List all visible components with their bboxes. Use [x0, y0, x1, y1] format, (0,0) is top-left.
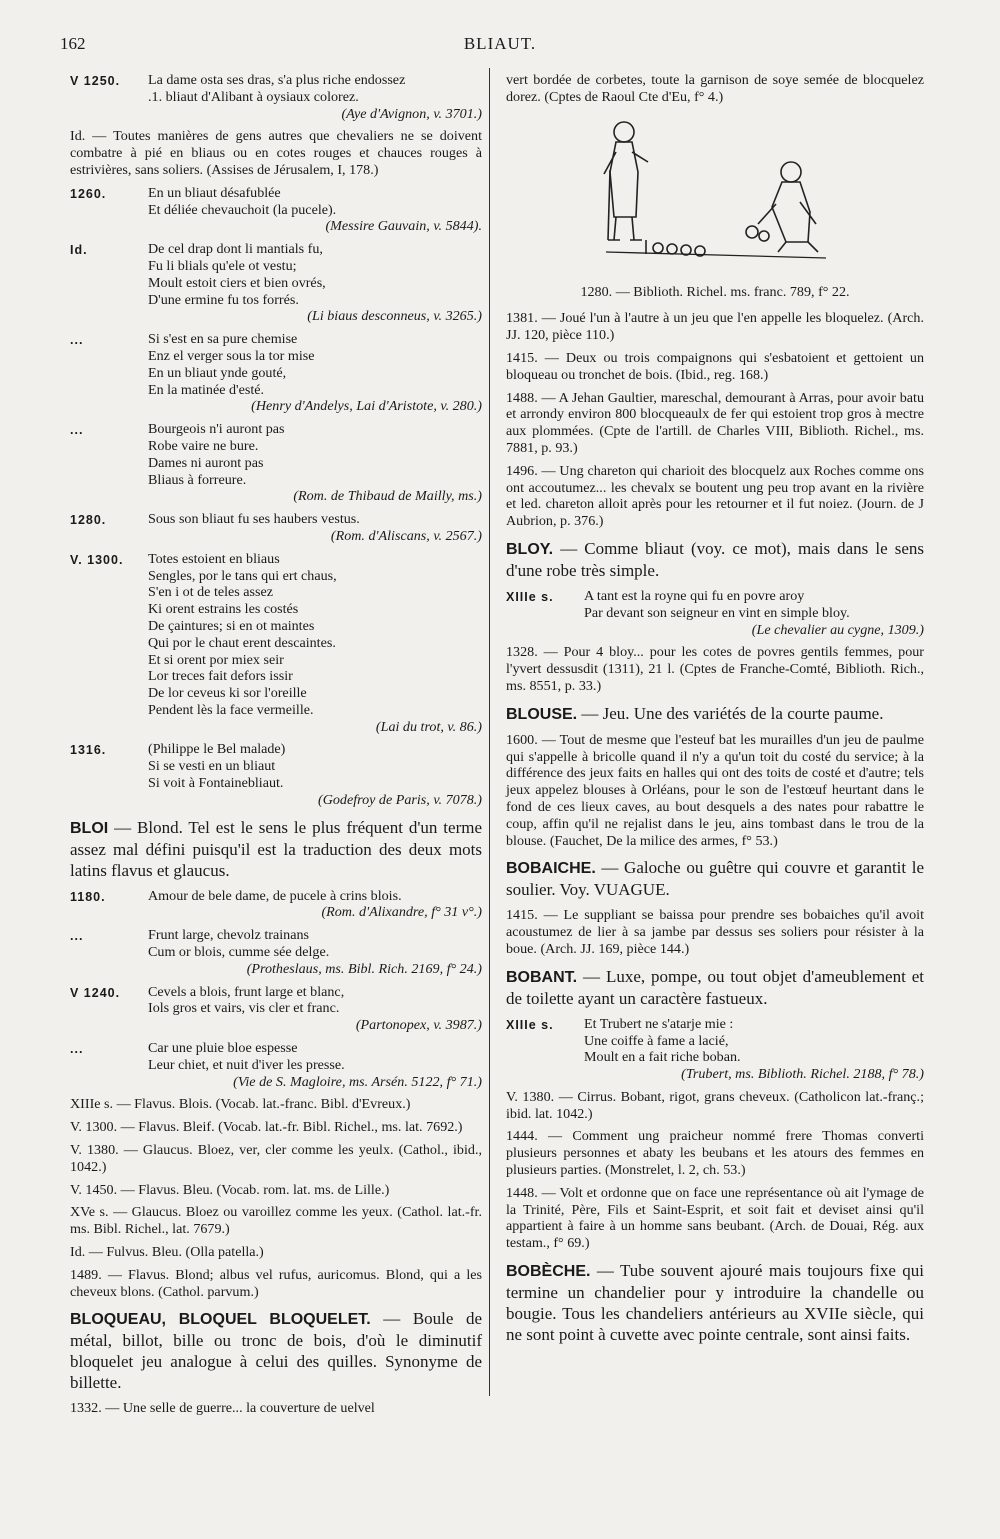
verse-line: En un bliaut ynde gouté, [148, 364, 287, 381]
verse-line: Moult en a fait riche boban. [584, 1049, 741, 1066]
entry-id-assises: Id. — Toutes manières de gens autres que chevaliers ne se doivent combatre à pié en bliaus ou en cotes rouges et chauces rouges à estrivières, sans soliers. (Assises de Jérusalem, I, 178.) [70, 128, 482, 178]
entry-1448: 1448. — Volt et ordonne que on face une représentance où ait l'ymage de la Trinité, Père, Fils et Saint-Esprit, et soit fait et deviset ainsi qu'il appartient à faire à un homme sans beubant. (Arch. de Douai, Rég. aux testam., f° 69.) [506, 1184, 924, 1252]
column-divider [489, 68, 490, 1396]
definition-bobeche: — Tube souvent ajouré mais toujours fixe qui termine un chandelier pour y introduire la chandelle ou bougie. Tous les chandeliers antérieurs au XVIIe siècle, qui ne sont point à cuvette avec pointe centrale, sont ainsi faits. [506, 1261, 925, 1345]
verse-block [148, 72, 482, 122]
citation-date: ... [70, 333, 84, 348]
entry-bloi [70, 817, 482, 881]
definition-blouse: — Jeu. Une des variétés de la courte paume. [581, 703, 884, 723]
verse-line: Sengles, por le tans qui ert chaus, [148, 567, 337, 584]
verse-block [148, 888, 482, 922]
verse-line: D'une ermine fu tos forrés. [148, 291, 299, 308]
verse-line: Et si orent por miex seir [148, 651, 284, 668]
verse-line: Leur chiet, et nuit d'iver les presse. [148, 1056, 345, 1073]
citation-magloire [70, 1040, 482, 1090]
entry-bloqueau [70, 1308, 482, 1393]
verse-block [148, 927, 482, 977]
citation-source: (Trubert, ms. Biblioth. Richel. 2188, f° 78.) [681, 1066, 924, 1083]
verse-line: Robe vaire ne bure. [148, 437, 259, 454]
entry-1450-flavus: V. 1450. — Flavus. Bleu. (Vocab. rom. lat. ms. de Lille.) [70, 1181, 390, 1198]
verse-line: A tant est la royne qui fu en povre aroy [584, 587, 805, 604]
citation-1280 [70, 511, 482, 545]
verse-block [148, 241, 482, 325]
verse-line: Cum or blois, cumme sée delge. [148, 944, 330, 961]
citation-source: (Vie de S. Magloire, ms. Arsén. 5122, f° 71.) [233, 1073, 482, 1090]
citation-date: XIIIe s. [506, 589, 554, 604]
headword-bobant: BOBANT. [506, 968, 578, 986]
verse-line: Moult estoit ciers et bien ovrés, [148, 274, 326, 291]
citation-source: (Lai du trot, v. 86.) [375, 718, 482, 735]
headword-bloy: BLOY. [506, 540, 554, 558]
citation-date: V. 1300. [70, 552, 124, 567]
citation-source: (Aye d'Avignon, v. 3701.) [341, 105, 482, 122]
verse-line: Et déliée chevauchoit (la pucele). [148, 201, 337, 218]
verse-block [584, 588, 924, 638]
verse-block [148, 984, 482, 1034]
citation-source: (Partonopex, v. 3987.) [355, 1017, 482, 1034]
verse-line: Ki orent estrains les costés [148, 601, 299, 618]
citation-source: (Li biaus desconneus, v. 3265.) [307, 308, 482, 325]
entry-bobant [506, 966, 924, 1009]
citation-source: (Rom. d'Aliscans, v. 2567.) [330, 527, 482, 544]
citation-date: V 1240. [70, 985, 121, 1000]
verse-line: Enz el verger sous la tor mise [148, 347, 315, 364]
verse-line: Qui por le chaut erent descaintes. [148, 634, 336, 651]
entry-1496: 1496. — Ung chareton qui charioit des blocquelz aux Roches comme ons ont accoutumez... les chevalx se boutent ung peu trop avant en la rivière et led. chareton alloit après pour les retourner et il fut noiez. (Journ. de J Aubrion, p. 376.) [506, 462, 924, 530]
citation-date: XIIIe s. [506, 1017, 554, 1032]
verse-line: Dames ni auront pas [148, 454, 264, 471]
verse-line: De cel drap dont li mantials fu, [148, 241, 323, 258]
citation-1300 [70, 551, 482, 736]
citation-1316 [70, 741, 482, 808]
verse-block [148, 1040, 482, 1090]
citation-date: 1280. [70, 513, 107, 528]
verse-block [584, 1016, 924, 1083]
verse-line: Sous son bliaut fu ses haubers vestus. [148, 511, 360, 528]
entry-bloy [506, 538, 924, 581]
entry-1380-cirrus: V. 1380. — Cirrus. Bobant, rigot, grans cheveux. (Catholicon lat.-franç.; ibid. lat. 1042.) [506, 1088, 924, 1122]
citation-source: (Rom. de Thibaud de Mailly, ms.) [293, 488, 482, 505]
entry-1332: 1332. — Une selle de guerre... la couverture de uelvel [70, 1400, 375, 1417]
verse-line: Si voit à Fontainebliaut. [148, 775, 284, 792]
entry-1415-bobaiches: 1415. — Le suppliant se baissa pour prendre ses bobaiches qu'il avoit acoustumez de lier à sa jambe par dessus ses soliers pour résister à la boue. (Arch. JJ. 169, pièce 144.) [506, 907, 924, 957]
citation-date: 1260. [70, 186, 107, 201]
headword-blouse: BLOUSE. [506, 705, 578, 723]
citation-source: (Messire Gauvain, v. 5844). [325, 218, 482, 235]
entry-1488: 1488. — A Jehan Gaultier, mareschal, demourant à Arras, pour avoir batu et arrondy environ 800 blocqueaulx de fer qui estoient trop gros à mectre aux plommées. (Cpte de l'artill. de Charles VIII, Biblioth. Richel., ms. 7881, p. 93.) [506, 389, 924, 456]
citation-date: 1316. [70, 743, 107, 758]
verse-line: De çaintures; si en ot maintes [148, 617, 315, 634]
definition-bloi: — Blond. Tel est le sens le plus fréquent d'un terme assez mal défini puisqu'il est la traduction des deux mots latins flavus et glaucus. [70, 817, 483, 880]
verse-block [148, 511, 482, 545]
verse-line: En un bliaut désafublée [148, 184, 281, 201]
left-column [70, 72, 482, 1423]
definition-bloqueau: — Boule de métal, billot, bille ou tronc de bois, d'où le diminutif bloquelet jeu analogue à celui des quilles. Synonyme de billette. [70, 1309, 483, 1393]
entry-1328: 1328. — Pour 4 bloy... pour les cotes de povres gentils femmes, pour l'yvert dessusdit (1311), 21 l. (Cptes de Franche-Comté, Biblioth. Rich., ms. 8551, p. 33.) [506, 644, 924, 694]
citation-1180 [70, 888, 482, 922]
verse-line: Une coiffe à fame a lacié, [584, 1032, 729, 1049]
verse-line: Amour de bele dame, de pucele à crins blois. [148, 887, 402, 904]
verse-line: De lor ceveus ki sor l'oreille [148, 685, 307, 702]
verse-line: Lor treces fait defors issir [148, 668, 293, 685]
verse-line: S'en i ot de teles assez [148, 584, 274, 601]
entry-xv-glaucus: XVe s. — Glaucus. Bloez ou varoillez comme les yeux. (Cathol. lat.-fr. ms. Bibl. Richel., lat. 7679.) [70, 1204, 482, 1238]
citation-protheslaus [70, 927, 482, 977]
entry-1381: 1381. — Joué l'un à l'autre à un jeu que l'en appelle les bloquelez. (Arch. JJ. 120, pièce 110.) [506, 310, 924, 344]
entry-xiii-flavus: XIIIe s. — Flavus. Blois. (Vocab. lat.-franc. Bibl. d'Evreux.) [70, 1096, 411, 1113]
verse-line: (Philippe le Bel malade) [148, 741, 286, 758]
two-players-figure [586, 112, 836, 277]
citation-1250 [70, 72, 482, 122]
entry-bobaiche [506, 857, 924, 900]
entry-id-fulvus: Id. — Fulvus. Bleu. (Olla patella.) [70, 1244, 264, 1261]
headword-bobaiche: BOBAICHE. [506, 860, 596, 878]
citation-thibaud [70, 421, 482, 505]
citation-date: ... [70, 929, 84, 944]
verse-line: Bliaus à forreure. [148, 471, 247, 488]
citation-source: (Le chevalier au cygne, 1309.) [751, 621, 924, 638]
entry-1300-flavus: V. 1300. — Flavus. Bleif. (Vocab. lat.-fr. Bibl. Richel., ms. lat. 7692.) [70, 1119, 463, 1136]
entry-1380-glaucus: V. 1380. — Glaucus. Bloez, ver, cler comme les yeulx. (Cathol., ibid., 1042.) [70, 1142, 482, 1175]
verse-line: Frunt large, chevolz trainans [148, 927, 309, 944]
verse-line: Cevels a blois, frunt large et blanc, [148, 983, 345, 1000]
citation-1260 [70, 185, 482, 235]
verse-line: Si se vesti en un bliaut [148, 758, 276, 775]
citation-date: Id. [70, 243, 88, 258]
entry-1332-continued: vert bordée de corbetes, toute la garnison de soye semée de blocquelez dorez. (Cptes de Raoul Cte d'Eu, f° 4.) [506, 72, 924, 105]
verse-line: Par devant son seigneur en vint en simple bloy. [584, 604, 850, 621]
verse-line: Iols gros et vairs, vis cler et franc. [148, 1000, 340, 1017]
citation-date: ... [70, 1042, 84, 1057]
verse-line: Pendent lès la face vermeille. [148, 701, 314, 718]
citation-1240 [70, 984, 482, 1034]
verse-block [148, 185, 482, 235]
verse-line: Si s'est en sa pure chemise [148, 331, 298, 348]
verse-line: Fu li blials qu'ele ot vestu; [148, 257, 297, 274]
verse-line: .1. bliaut d'Alibant à oysiaux colorez. [148, 88, 359, 105]
citation-date: ... [70, 423, 84, 438]
citation-source: (Godefroy de Paris, v. 7078.) [318, 791, 482, 808]
verse-block [148, 551, 482, 736]
definition-bobaiche: — Galoche ou guêtre qui couvre et garantit le soulier. Voy. VUAGUE. [506, 858, 925, 900]
citation-source: (Protheslaus, ms. Bibl. Rich. 2169, f° 24.) [246, 960, 482, 977]
verse-line: Car une pluie bloe espesse [148, 1040, 298, 1057]
citation-xiii-trubert [506, 1016, 924, 1083]
verse-line: Totes estoient en bliaus [148, 550, 280, 567]
verse-block [148, 741, 482, 808]
entry-bobeche [506, 1260, 924, 1345]
headword-bloqueau: BLOQUEAU, BLOQUEL BLOQUELET. [70, 1311, 371, 1329]
entry-1489-flavus: 1489. — Flavus. Blond; albus vel rufus, auricomus. Blond, qui a les cheveux blons. (Cathol. parvum.) [70, 1266, 482, 1300]
citation-date: V 1250. [70, 74, 121, 88]
citation-source: (Rom. d'Alixandre, f° 31 v°.) [321, 904, 482, 921]
headword-bloi: BLOI [70, 819, 109, 837]
entry-1444: 1444. — Comment ung praicheur nommé frere Thomas converti plusieurs personnes et abaty les beubans et les atours des femmes en plusieurs parties. (Monstrelet, l. 2, ch. 53.) [506, 1128, 924, 1179]
right-column [506, 72, 924, 1352]
verse-block [148, 331, 482, 415]
citation-xiii-bloy [506, 588, 924, 638]
citation-lai-aristote [70, 331, 482, 415]
running-title: BLIAUT. [463, 34, 537, 53]
entry-blouse [506, 703, 924, 725]
verse-line: La dame osta ses dras, s'a plus riche endossez [148, 72, 406, 88]
bloquelet-game-illustration [506, 112, 924, 282]
entry-1600: 1600. — Tout de mesme que l'esteuf bat les murailles d'un jeu de paulme qui s'appelle à bricolle quand il n'y a qu'un toit du costé du service; à la différence des jeux faits en halles qui ont des toits de costé et d'autre; tels jeux appelez blouses à Orléans, pour le son de l'estœuf heurtant dans le fond de ces lieux caves, au bout desquels a des nates pour rabattre le coup, affin qu'il ne rejalist dans le jeu, ains tombast dans le trou de la blouse. (Fauchet, De la milice des armes, f° 53.) [506, 731, 924, 849]
definition-bobant: — Luxe, pompe, ou tout objet d'ameublement et de toilette ayant un caractère fastueux. [506, 966, 924, 1008]
citation-id [70, 241, 482, 325]
page-number: 162 [60, 34, 86, 53]
verse-line: Bourgeois n'i auront pas [148, 421, 285, 438]
definition-bloy: — Comme bliaut (voy. ce mot), mais dans le sens d'une robe très simple. [506, 538, 924, 580]
illustration-caption: 1280. — Biblioth. Richel. ms. franc. 789, f° 22. [580, 283, 850, 300]
verse-line: Et Trubert ne s'atarje mie : [584, 1015, 734, 1032]
headword-bobeche: BOBÈCHE. [506, 1263, 591, 1281]
verse-line: En la matinée d'esté. [148, 381, 265, 398]
page-header [60, 34, 940, 58]
entry-1415: 1415. — Deux ou trois compaignons qui s'esbatoient et gettoient un bloqueau ou tronchet de bois. (Ibid., reg. 168.) [506, 349, 924, 383]
citation-source: (Henry d'Andelys, Lai d'Aristote, v. 280.) [251, 398, 482, 415]
verse-block [148, 421, 482, 505]
citation-date: 1180. [70, 889, 106, 904]
